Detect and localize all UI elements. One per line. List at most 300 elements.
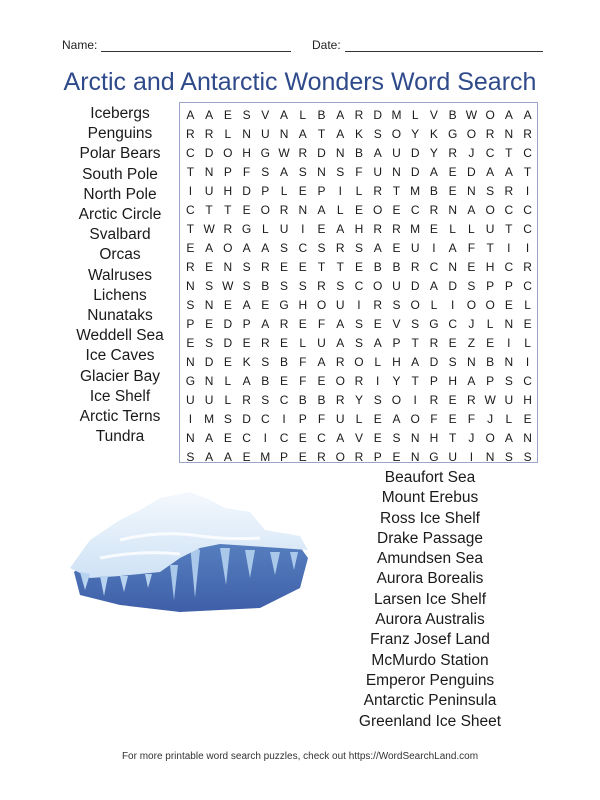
grid-cell[interactable]: L bbox=[524, 298, 531, 312]
grid-cell[interactable]: T bbox=[411, 374, 419, 388]
grid-cell[interactable]: A bbox=[373, 241, 382, 255]
grid-cell[interactable]: D bbox=[429, 355, 439, 369]
grid-cell[interactable]: L bbox=[449, 222, 456, 236]
grid-cell[interactable]: E bbox=[242, 450, 251, 464]
grid-cell[interactable]: A bbox=[317, 203, 326, 217]
grid-cell[interactable]: C bbox=[485, 146, 495, 160]
grid-cell[interactable]: H bbox=[298, 298, 308, 312]
grid-cell[interactable]: A bbox=[205, 241, 214, 255]
grid-cell[interactable]: R bbox=[429, 336, 439, 350]
grid-cell[interactable]: I bbox=[376, 374, 380, 388]
grid-cell[interactable]: I bbox=[450, 298, 455, 312]
grid-cell[interactable]: E bbox=[392, 203, 401, 217]
grid-cell[interactable]: E bbox=[186, 336, 195, 350]
grid-cell[interactable]: C bbox=[298, 241, 308, 255]
grid-cell[interactable]: I bbox=[432, 241, 436, 255]
grid-cell[interactable]: P bbox=[298, 412, 307, 426]
grid-cell[interactable]: L bbox=[261, 222, 269, 236]
grid-cell[interactable]: S bbox=[373, 127, 382, 141]
grid-cell[interactable]: E bbox=[298, 450, 307, 464]
grid-cell[interactable]: O bbox=[335, 374, 345, 388]
grid-cell[interactable]: C bbox=[504, 203, 514, 217]
grid-cell[interactable]: F bbox=[355, 165, 363, 179]
grid-cell[interactable]: O bbox=[391, 127, 402, 141]
grid-cell[interactable]: S bbox=[373, 393, 382, 407]
grid-cell[interactable]: R bbox=[429, 203, 439, 217]
grid-cell[interactable]: I bbox=[338, 184, 342, 198]
grid-cell[interactable]: G bbox=[429, 317, 439, 331]
grid-cell[interactable]: A bbox=[223, 450, 232, 464]
grid-cell[interactable]: S bbox=[223, 412, 232, 426]
grid-cell[interactable]: T bbox=[523, 165, 532, 179]
grid-cell[interactable]: L bbox=[505, 412, 513, 426]
grid-cell[interactable]: S bbox=[467, 279, 476, 293]
grid-cell[interactable]: N bbox=[504, 355, 514, 369]
grid-cell[interactable]: N bbox=[186, 355, 195, 369]
grid-cell[interactable]: S bbox=[354, 241, 363, 255]
grid-cell[interactable]: A bbox=[373, 146, 382, 160]
grid-cell[interactable]: A bbox=[205, 431, 214, 445]
grid-cell[interactable]: N bbox=[242, 127, 251, 141]
grid-cell[interactable]: A bbox=[504, 165, 513, 179]
grid-cell[interactable]: N bbox=[523, 431, 532, 445]
grid-cell[interactable]: A bbox=[523, 108, 532, 122]
grid-cell[interactable]: A bbox=[205, 108, 214, 122]
grid-cell[interactable]: O bbox=[466, 298, 477, 312]
grid-cell[interactable]: O bbox=[410, 412, 420, 426]
grid-cell[interactable]: C bbox=[279, 431, 289, 445]
grid-cell[interactable]: E bbox=[205, 260, 214, 274]
date-field[interactable] bbox=[312, 38, 543, 52]
grid-cell[interactable]: A bbox=[504, 431, 513, 445]
grid-cell[interactable]: A bbox=[448, 241, 457, 255]
grid-cell[interactable]: A bbox=[411, 355, 420, 369]
grid-cell[interactable]: N bbox=[467, 355, 476, 369]
grid-cell[interactable]: O bbox=[373, 279, 383, 293]
grid-cell[interactable]: W bbox=[278, 146, 290, 160]
grid-cell[interactable]: M bbox=[391, 108, 402, 122]
grid-cell[interactable]: E bbox=[448, 412, 457, 426]
grid-cell[interactable]: O bbox=[466, 127, 477, 141]
grid-cell[interactable]: S bbox=[242, 279, 251, 293]
grid-cell[interactable]: R bbox=[186, 260, 195, 274]
grid-cell[interactable]: A bbox=[261, 241, 270, 255]
grid-cell[interactable]: C bbox=[523, 374, 532, 388]
grid-cell[interactable]: Y bbox=[429, 146, 438, 160]
grid-cell[interactable]: U bbox=[373, 165, 383, 179]
grid-cell[interactable]: F bbox=[299, 355, 307, 369]
grid-cell[interactable]: S bbox=[523, 450, 532, 464]
grid-cell[interactable]: A bbox=[392, 412, 401, 426]
grid-cell[interactable]: U bbox=[410, 241, 420, 255]
grid-cell[interactable]: E bbox=[223, 355, 232, 369]
grid-cell[interactable]: C bbox=[317, 431, 326, 445]
grid-cell[interactable]: A bbox=[336, 108, 345, 122]
grid-cell[interactable]: E bbox=[354, 260, 363, 274]
grid-cell[interactable]: S bbox=[448, 355, 457, 369]
grid-cell[interactable]: R bbox=[392, 222, 401, 236]
grid-cell[interactable]: T bbox=[505, 222, 513, 236]
grid-cell[interactable]: G bbox=[279, 298, 289, 312]
grid-cell[interactable]: A bbox=[336, 222, 345, 236]
grid-cell[interactable]: S bbox=[280, 241, 289, 255]
grid-cell[interactable]: E bbox=[504, 298, 513, 312]
grid-cell[interactable]: R bbox=[485, 127, 495, 141]
grid-cell[interactable]: S bbox=[298, 279, 307, 293]
grid-cell[interactable]: P bbox=[280, 450, 289, 464]
grid-cell[interactable]: D bbox=[204, 355, 214, 369]
grid-cell[interactable]: C bbox=[242, 431, 251, 445]
grid-cell[interactable]: S bbox=[336, 279, 345, 293]
grid-cell[interactable]: H bbox=[448, 374, 457, 388]
grid-cell[interactable]: C bbox=[429, 260, 439, 274]
grid-cell[interactable]: H bbox=[242, 146, 251, 160]
grid-cell[interactable]: C bbox=[279, 393, 289, 407]
grid-cell[interactable]: H bbox=[354, 222, 364, 236]
grid-cell[interactable]: A bbox=[467, 374, 476, 388]
grid-cell[interactable]: B bbox=[373, 260, 382, 274]
grid-cell[interactable]: H bbox=[485, 260, 495, 274]
grid-cell[interactable]: P bbox=[392, 336, 401, 350]
grid-cell[interactable]: E bbox=[523, 317, 532, 331]
grid-cell[interactable]: L bbox=[224, 374, 232, 388]
grid-cell[interactable]: E bbox=[298, 317, 307, 331]
grid-cell[interactable]: I bbox=[357, 298, 361, 312]
grid-cell[interactable]: S bbox=[242, 260, 251, 274]
grid-cell[interactable]: E bbox=[448, 184, 457, 198]
grid-cell[interactable]: A bbox=[205, 450, 214, 464]
grid-cell[interactable]: O bbox=[260, 203, 270, 217]
grid-cell[interactable]: A bbox=[486, 165, 495, 179]
grid-cell[interactable]: E bbox=[261, 298, 270, 312]
grid-cell[interactable]: J bbox=[487, 412, 494, 426]
grid-cell[interactable]: S bbox=[354, 336, 363, 350]
grid-cell[interactable]: U bbox=[186, 393, 195, 407]
grid-cell[interactable]: A bbox=[280, 108, 289, 122]
grid-cell[interactable]: R bbox=[354, 374, 364, 388]
grid-cell[interactable]: P bbox=[186, 317, 195, 331]
grid-cell[interactable]: R bbox=[354, 450, 364, 464]
grid-cell[interactable]: B bbox=[448, 108, 457, 122]
grid-cell[interactable]: A bbox=[242, 298, 251, 312]
grid-cell[interactable]: S bbox=[392, 298, 401, 312]
grid-cell[interactable]: E bbox=[280, 374, 289, 388]
grid-cell[interactable]: C bbox=[523, 222, 532, 236]
grid-cell[interactable]: N bbox=[448, 260, 457, 274]
grid-cell[interactable]: S bbox=[317, 241, 326, 255]
grid-cell[interactable]: E bbox=[280, 336, 289, 350]
grid-cell[interactable]: A bbox=[336, 127, 345, 141]
grid-cell[interactable]: S bbox=[298, 165, 307, 179]
grid-cell[interactable]: R bbox=[354, 108, 364, 122]
grid-cell[interactable]: P bbox=[486, 374, 495, 388]
grid-cell[interactable]: E bbox=[223, 108, 232, 122]
grid-cell[interactable]: A bbox=[336, 336, 345, 350]
grid-cell[interactable]: U bbox=[392, 146, 401, 160]
grid-cell[interactable]: M bbox=[260, 450, 271, 464]
grid-cell[interactable]: A bbox=[504, 108, 513, 122]
grid-cell[interactable]: T bbox=[186, 165, 195, 179]
grid-cell[interactable]: R bbox=[186, 127, 195, 141]
grid-cell[interactable]: B bbox=[317, 108, 326, 122]
grid-cell[interactable]: C bbox=[504, 260, 514, 274]
grid-cell[interactable]: U bbox=[317, 336, 326, 350]
grid-cell[interactable]: A bbox=[298, 127, 307, 141]
grid-cell[interactable]: E bbox=[298, 431, 307, 445]
grid-cell[interactable]: M bbox=[410, 222, 421, 236]
grid-cell[interactable]: N bbox=[204, 374, 214, 388]
grid-cell[interactable]: E bbox=[205, 317, 214, 331]
grid-cell[interactable]: R bbox=[373, 298, 383, 312]
grid-cell[interactable]: D bbox=[242, 412, 251, 426]
grid-cell[interactable]: A bbox=[186, 108, 195, 122]
grid-cell[interactable]: I bbox=[301, 222, 305, 236]
grid-cell[interactable]: W bbox=[465, 108, 478, 122]
grid-cell[interactable]: U bbox=[392, 279, 401, 293]
grid-cell[interactable]: R bbox=[523, 127, 532, 141]
grid-cell[interactable]: N bbox=[485, 450, 495, 464]
grid-cell[interactable]: J bbox=[468, 431, 475, 445]
grid-cell[interactable]: S bbox=[205, 279, 214, 293]
grid-cell[interactable]: R bbox=[504, 184, 514, 198]
grid-cell[interactable]: N bbox=[335, 146, 345, 160]
grid-cell[interactable]: R bbox=[335, 241, 345, 255]
grid-cell[interactable]: S bbox=[336, 165, 345, 179]
grid-cell[interactable]: N bbox=[298, 203, 308, 217]
grid-cell[interactable]: H bbox=[523, 393, 532, 407]
grid-cell[interactable]: T bbox=[411, 336, 419, 350]
grid-cell[interactable]: S bbox=[504, 374, 513, 388]
grid-cell[interactable]: I bbox=[413, 393, 417, 407]
grid-cell[interactable]: I bbox=[469, 450, 474, 464]
grid-cell[interactable]: F bbox=[317, 317, 326, 331]
grid-cell[interactable]: H bbox=[223, 184, 233, 198]
name-field[interactable] bbox=[62, 38, 291, 52]
grid-cell[interactable]: C bbox=[260, 412, 270, 426]
grid-cell[interactable]: A bbox=[242, 241, 251, 255]
grid-cell[interactable]: S bbox=[486, 184, 495, 198]
grid-cell[interactable]: E bbox=[373, 412, 382, 426]
grid-cell[interactable]: T bbox=[317, 127, 326, 141]
grid-cell[interactable]: L bbox=[280, 184, 288, 198]
grid-cell[interactable]: R bbox=[279, 317, 289, 331]
grid-cell[interactable]: G bbox=[185, 374, 196, 388]
grid-cell[interactable]: E bbox=[280, 260, 289, 274]
grid-cell[interactable]: R bbox=[523, 260, 532, 274]
grid-cell[interactable]: D bbox=[373, 108, 383, 122]
grid-cell[interactable]: Y bbox=[392, 374, 401, 388]
grid-cell[interactable]: E bbox=[242, 336, 251, 350]
grid-cell[interactable]: I bbox=[263, 431, 267, 445]
grid-cell[interactable]: P bbox=[242, 317, 251, 331]
grid-cell[interactable]: E bbox=[317, 374, 326, 388]
grid-cell[interactable]: Y bbox=[411, 127, 420, 141]
grid-cell[interactable]: J bbox=[468, 146, 475, 160]
grid-cell[interactable]: N bbox=[279, 127, 289, 141]
grid-cell[interactable]: L bbox=[224, 393, 232, 407]
grid-cell[interactable]: B bbox=[317, 393, 326, 407]
grid-cell[interactable]: N bbox=[317, 165, 326, 179]
grid-cell[interactable]: I bbox=[188, 412, 193, 426]
grid-cell[interactable]: U bbox=[504, 393, 514, 407]
grid-cell[interactable]: D bbox=[204, 146, 214, 160]
grid-cell[interactable]: E bbox=[486, 336, 495, 350]
grid-cell[interactable]: R bbox=[410, 260, 420, 274]
grid-cell[interactable]: B bbox=[298, 393, 307, 407]
grid-cell[interactable]: M bbox=[204, 412, 215, 426]
grid-cell[interactable]: O bbox=[485, 108, 495, 122]
grid-cell[interactable]: E bbox=[392, 241, 401, 255]
grid-cell[interactable]: L bbox=[486, 317, 494, 331]
grid-cell[interactable]: U bbox=[335, 412, 345, 426]
grid-cell[interactable]: F bbox=[299, 374, 307, 388]
grid-cell[interactable]: E bbox=[448, 393, 457, 407]
grid-cell[interactable]: R bbox=[223, 222, 233, 236]
grid-cell[interactable]: O bbox=[391, 393, 402, 407]
grid-cell[interactable]: N bbox=[410, 431, 420, 445]
grid-cell[interactable]: K bbox=[242, 355, 251, 369]
grid-cell[interactable]: J bbox=[468, 317, 475, 331]
grid-cell[interactable]: C bbox=[523, 279, 532, 293]
grid-cell[interactable]: N bbox=[186, 431, 195, 445]
grid-cell[interactable]: A bbox=[373, 336, 382, 350]
grid-cell[interactable]: F bbox=[467, 412, 476, 426]
grid-cell[interactable]: A bbox=[336, 317, 345, 331]
grid-cell[interactable]: F bbox=[467, 241, 476, 255]
grid-cell[interactable]: O bbox=[354, 355, 364, 369]
grid-cell[interactable]: E bbox=[223, 431, 232, 445]
grid-cell[interactable]: R bbox=[260, 260, 270, 274]
grid-cell[interactable]: Z bbox=[467, 336, 476, 350]
grid-cell[interactable]: O bbox=[410, 298, 420, 312]
grid-cell[interactable]: R bbox=[317, 279, 326, 293]
grid-cell[interactable]: E bbox=[242, 203, 251, 217]
grid-cell[interactable]: U bbox=[335, 298, 345, 312]
grid-cell[interactable]: G bbox=[241, 222, 252, 236]
grid-cell[interactable]: R bbox=[335, 393, 345, 407]
grid-cell[interactable]: C bbox=[354, 279, 364, 293]
grid-cell[interactable]: N bbox=[186, 279, 195, 293]
grid-cell[interactable]: T bbox=[336, 260, 344, 274]
grid-cell[interactable]: I bbox=[188, 184, 193, 198]
grid-cell[interactable]: U bbox=[204, 393, 214, 407]
grid-cell[interactable]: S bbox=[261, 355, 270, 369]
grid-cell[interactable]: K bbox=[354, 127, 363, 141]
grid-cell[interactable]: V bbox=[429, 108, 438, 122]
grid-cell[interactable]: P bbox=[223, 165, 232, 179]
grid-cell[interactable]: O bbox=[223, 146, 233, 160]
grid-cell[interactable]: T bbox=[448, 431, 457, 445]
grid-cell[interactable]: L bbox=[336, 203, 344, 217]
name-line[interactable] bbox=[101, 39, 291, 52]
grid-cell[interactable]: A bbox=[336, 431, 345, 445]
grid-cell[interactable]: R bbox=[317, 450, 326, 464]
grid-cell[interactable]: N bbox=[504, 127, 514, 141]
grid-cell[interactable]: E bbox=[298, 260, 307, 274]
grid-cell[interactable]: U bbox=[204, 184, 214, 198]
grid-cell[interactable]: H bbox=[429, 431, 439, 445]
grid-cell[interactable]: T bbox=[317, 260, 326, 274]
grid-cell[interactable]: E bbox=[354, 203, 363, 217]
grid-cell[interactable]: B bbox=[354, 146, 363, 160]
grid-cell[interactable]: D bbox=[410, 165, 420, 179]
grid-cell[interactable]: U bbox=[485, 222, 495, 236]
grid-cell[interactable]: U bbox=[260, 127, 270, 141]
grid-cell[interactable]: E bbox=[373, 431, 382, 445]
grid-cell[interactable]: S bbox=[261, 165, 270, 179]
grid-cell[interactable]: C bbox=[186, 146, 195, 160]
grid-cell[interactable]: D bbox=[410, 146, 420, 160]
grid-cell[interactable]: A bbox=[429, 165, 438, 179]
grid-cell[interactable]: D bbox=[223, 317, 233, 331]
grid-cell[interactable]: R bbox=[373, 222, 383, 236]
grid-cell[interactable]: R bbox=[335, 355, 345, 369]
grid-cell[interactable]: O bbox=[485, 298, 495, 312]
grid-cell[interactable]: E bbox=[448, 165, 457, 179]
date-line[interactable] bbox=[345, 39, 543, 52]
grid-cell[interactable]: E bbox=[186, 241, 195, 255]
grid-cell[interactable]: E bbox=[298, 184, 307, 198]
grid-cell[interactable]: I bbox=[525, 355, 530, 369]
grid-cell[interactable]: E bbox=[392, 450, 401, 464]
grid-cell[interactable]: A bbox=[317, 355, 326, 369]
grid-cell[interactable]: G bbox=[260, 146, 270, 160]
grid-cell[interactable]: T bbox=[392, 184, 401, 198]
grid-cell[interactable]: A bbox=[467, 203, 476, 217]
grid-cell[interactable]: I bbox=[525, 184, 530, 198]
grid-cell[interactable]: A bbox=[429, 279, 438, 293]
grid-cell[interactable]: A bbox=[261, 317, 270, 331]
grid-cell[interactable]: R bbox=[242, 393, 251, 407]
grid-cell[interactable]: R bbox=[373, 184, 383, 198]
grid-cell[interactable]: I bbox=[525, 241, 530, 255]
grid-cell[interactable]: K bbox=[429, 127, 438, 141]
grid-cell[interactable]: N bbox=[410, 450, 420, 464]
grid-cell[interactable]: L bbox=[355, 184, 363, 198]
grid-cell[interactable]: I bbox=[282, 412, 286, 426]
grid-cell[interactable]: F bbox=[317, 412, 326, 426]
grid-cell[interactable]: C bbox=[523, 146, 532, 160]
grid-cell[interactable]: D bbox=[317, 146, 326, 160]
grid-cell[interactable]: N bbox=[204, 298, 214, 312]
grid-cell[interactable]: W bbox=[203, 222, 215, 236]
grid-cell[interactable]: C bbox=[448, 317, 457, 331]
grid-cell[interactable]: B bbox=[261, 374, 270, 388]
grid-cell[interactable]: C bbox=[410, 203, 420, 217]
grid-cell[interactable]: S bbox=[261, 393, 270, 407]
grid-cell[interactable]: D bbox=[448, 279, 457, 293]
grid-cell[interactable]: S bbox=[504, 450, 513, 464]
grid-cell[interactable]: F bbox=[242, 165, 251, 179]
grid-cell[interactable]: U bbox=[448, 450, 457, 464]
grid-cell[interactable]: N bbox=[392, 165, 401, 179]
grid-cell[interactable]: T bbox=[186, 222, 195, 236]
grid-cell[interactable]: R bbox=[260, 336, 270, 350]
grid-cell[interactable]: L bbox=[355, 412, 363, 426]
grid-cell[interactable]: N bbox=[504, 317, 514, 331]
grid-cell[interactable]: N bbox=[223, 260, 233, 274]
grid-cell[interactable]: T bbox=[486, 241, 494, 255]
grid-cell[interactable]: T bbox=[205, 203, 213, 217]
grid-cell[interactable]: S bbox=[354, 317, 363, 331]
grid-cell[interactable]: P bbox=[486, 279, 495, 293]
grid-cell[interactable]: S bbox=[392, 431, 401, 445]
grid-cell[interactable]: D bbox=[467, 165, 476, 179]
grid-cell[interactable]: N bbox=[467, 184, 476, 198]
grid-cell[interactable]: V bbox=[261, 108, 270, 122]
grid-cell[interactable]: I bbox=[507, 336, 511, 350]
grid-cell[interactable]: E bbox=[448, 336, 457, 350]
